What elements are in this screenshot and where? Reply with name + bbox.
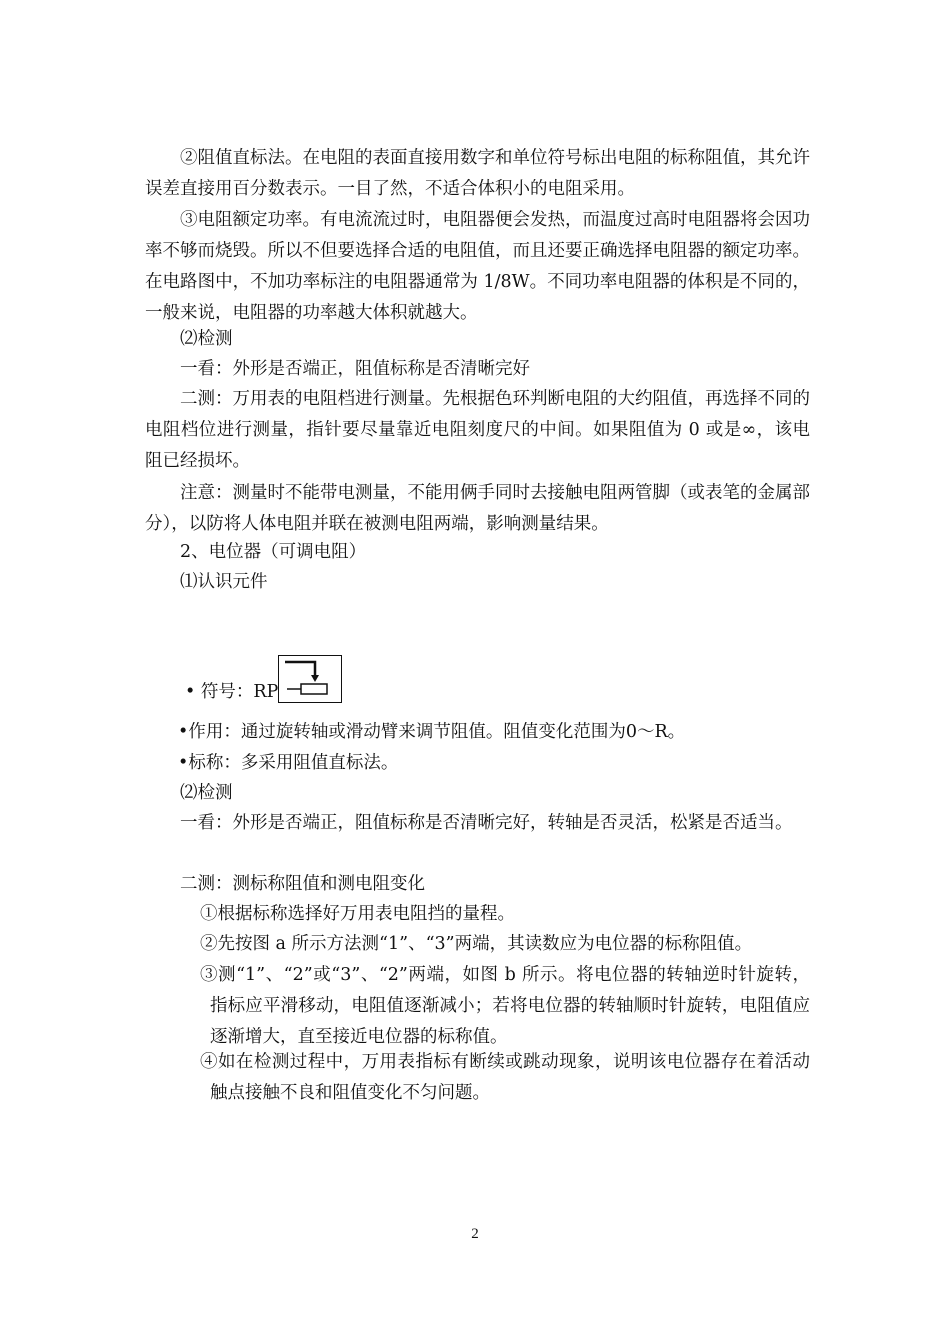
page-number: 2 — [471, 1226, 479, 1242]
paragraph-measure-heading: 二测：测标称阻值和测电阻变化 — [180, 874, 425, 894]
potentiometer-symbol-graphic — [279, 656, 341, 702]
paragraph-note: 注意：测量时不能带电测量，不能用俩手同时去接触电阻两管脚（或表笔的金属部分），以防将人体电阻并联在被测电阻两端，影响测量结果。 — [145, 483, 810, 534]
list-item-step-3: ③测“1”、“2”或“3”、“2”两端，如图 b 所示。将电位器的转轴逆时针旋转，指标应平滑移动，电阻值逐渐减小；若将电位器的转轴顺时针旋转，电阻值应逐渐增大，直至接近电位器的标称值。 — [200, 965, 810, 1047]
symbol-label: • 符号：RP — [185, 682, 279, 702]
potentiometer-symbol-icon — [278, 655, 342, 703]
paragraph-potentiometer-look: 一看：外形是否端正，阻值标称是否清晰完好，转轴是否灵活，松紧是否适当。 — [180, 813, 793, 833]
list-item-step-4: ④如在检测过程中，万用表指标有断续或跳动现象，说明该电位器存在着活动触点接触不良和阻值变化不匀问题。 — [200, 1052, 810, 1103]
paragraph-function: •作用：通过旋转轴或滑动臂来调节阻值。阻值变化范围为0～R。 — [178, 722, 686, 742]
paragraph-marking: •标称：多采用阻值直标法。 — [178, 753, 399, 773]
paragraph-resistor-look: 一看：外形是否端正，阻值标称是否清晰完好 — [180, 359, 530, 379]
list-item-step-2: ②先按图 a 所示方法测“1”、“3”两端，其读数应为电位器的标称阻值。 — [200, 934, 753, 954]
paragraph-direct-label-method: ②阻值直标法。在电阻的表面直接用数字和单位符号标出电阻的标称阻值，其允许误差直接用百分数表示。一目了然，不适合体积小的电阻采用。 — [145, 148, 810, 199]
section-heading-resistor-test: ⑵检测 — [180, 329, 233, 349]
paragraph-resistor-measure: 二测：万用表的电阻档进行测量。先根据色环判断电阻的大约阻值，再选择不同的电阻档位进行测量，指针要尽量靠近电阻刻度尺的中间。如果阻值为 0 或是∞，该电阻已经损坏。 — [145, 389, 810, 471]
section-heading-identify: ⑴认识元件 — [180, 572, 268, 592]
list-item-step-1: ①根据标称选择好万用表电阻挡的量程。 — [200, 904, 515, 924]
section-heading-potentiometer-test: ⑵检测 — [180, 783, 233, 803]
paragraph-rated-power: ③电阻额定功率。有电流流过时，电阻器便会发热，而温度过高时电阻器将会因功率不够而烧毁。所以不但要选择合适的电阻值，而且还要正确选择电阻器的额定功率。在电路图中，不加功率标注的电阻器通常为 1/8W。不同功率电阻器的体积是不同的，一般来说，电阻器的功率越大体积就越大。 — [145, 210, 810, 323]
section-title-potentiometer: 2、电位器（可调电阻） — [180, 542, 367, 562]
